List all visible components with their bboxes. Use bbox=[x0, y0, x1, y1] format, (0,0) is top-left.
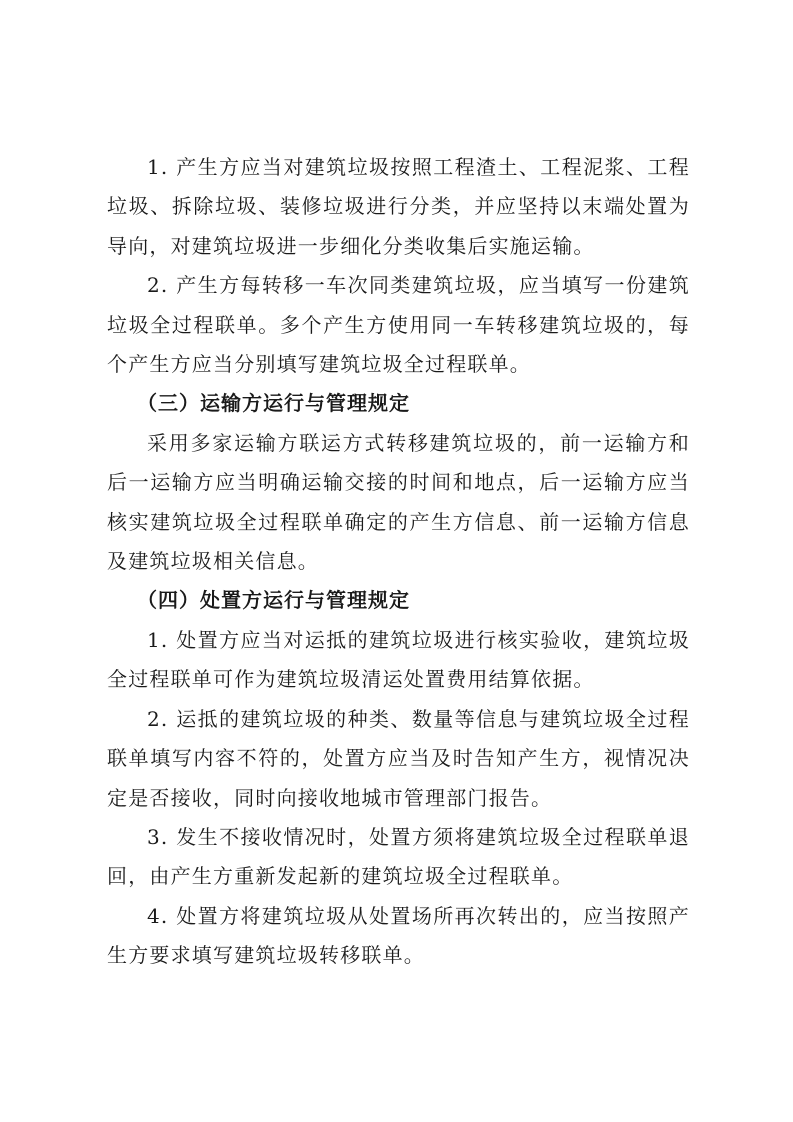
section-heading-disposer: （四）处置方运行与管理规定 bbox=[137, 588, 410, 613]
paragraph-producer-manifest: 2. 产生方每转移一车次同类建筑垃圾，应当填写一份建筑垃圾全过程联单。多个产生方使用同一车转移建筑垃圾的，每个产生方应当分别填写建筑垃圾全过程联单。 bbox=[107, 273, 690, 377]
document-body bbox=[107, 148, 690, 976]
paragraph-disposer-transfer: 4. 处置方将建筑垃圾从处置场所再次转出的，应当按照产生方要求填写建筑垃圾转移联单。 bbox=[107, 903, 690, 968]
paragraph-disposer-mismatch: 2. 运抵的建筑垃圾的种类、数量等信息与建筑垃圾全过程联单填写内容不符的，处置方应当及时告知产生方，视情况决定是否接收，同时向接收地城市管理部门报告。 bbox=[107, 706, 690, 810]
paragraph-disposer-rejection: 3. 发生不接收情况时，处置方须将建筑垃圾全过程联单退回，由产生方重新发起新的建筑垃圾全过程联单。 bbox=[107, 824, 690, 889]
section-heading-transporter: （三）运输方运行与管理规定 bbox=[137, 391, 410, 416]
paragraph-producer-classification: 1. 产生方应当对建筑垃圾按照工程渣土、工程泥浆、工程垃圾、拆除垃圾、装修垃圾进行分类，并应坚持以末端处置为导向，对建筑垃圾进一步细化分类收集后实施运输。 bbox=[107, 155, 690, 258]
paragraph-disposer-acceptance: 1. 处置方应当对运抵的建筑垃圾进行核实验收，建筑垃圾全过程联单可作为建筑垃圾清运处置费用结算依据。 bbox=[107, 627, 690, 692]
paragraph-transporter-handover: 采用多家运输方联运方式转移建筑垃圾的，前一运输方和后一运输方应当明确运输交接的时间和地点，后一运输方应当核实建筑垃圾全过程联单确定的产生方信息、前一运输方信息及建筑垃圾相关信息。 bbox=[107, 430, 690, 574]
